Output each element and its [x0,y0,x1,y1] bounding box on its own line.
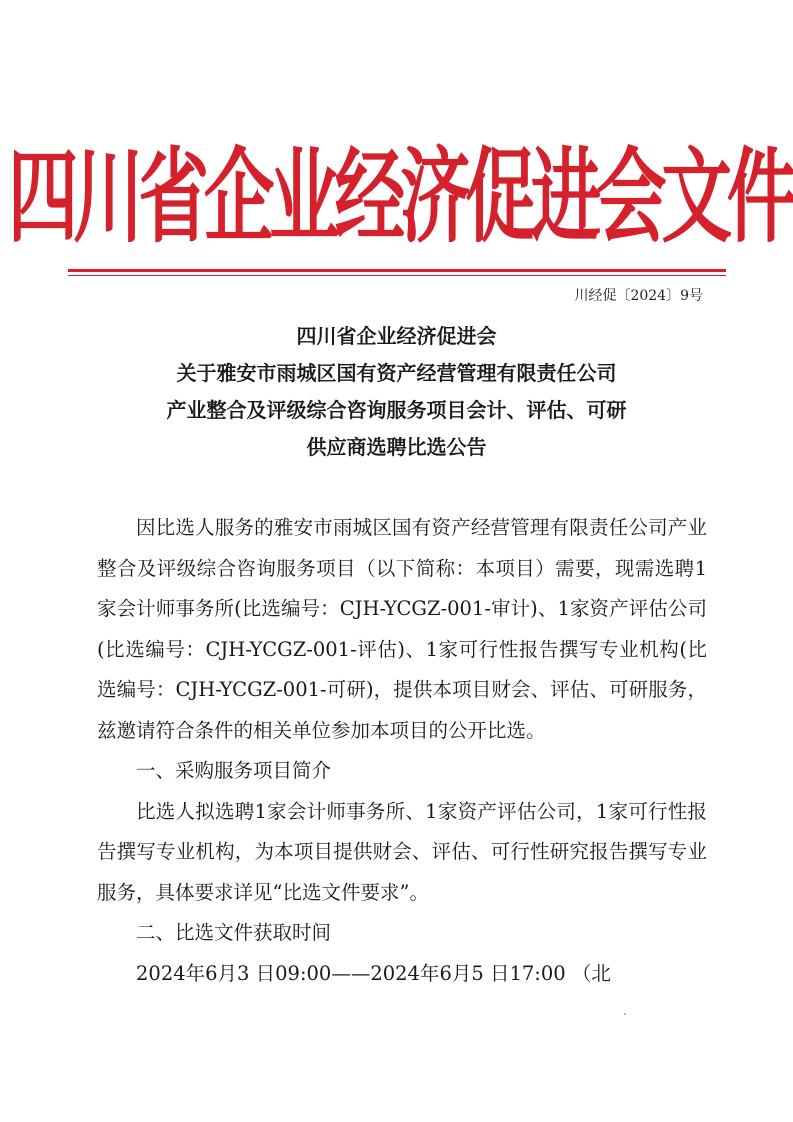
section-heading: 二、比选文件获取时间 [136,921,332,944]
org-masthead: 四川省企业经济促进会文件 [7,137,793,257]
header-red-rule [68,269,726,272]
title-line: 产业整合及评级综合咨询服务项目会计、评估、可研 [166,398,627,422]
document-body [97,508,707,994]
section-paragraph: 2024年6月3 日09:00——2024年6月5 日17:00 （北 [136,961,611,985]
document-number: 川经促〔2024〕9号 [574,288,703,304]
title-line: 四川省企业经济促进会 [296,324,497,348]
intro-paragraph: 因比选人服务的雅安市雨城区国有资产经营管理有限责任公司产业整合及评级综合咨询服务项目（以下简称：本项目）需要，现需选聘1家会计师事务所(比选编号：CJH-YCGZ-001-审计)、1家资产评估公司(比选编号：CJH-YCGZ-001-评估)、1家可行性报告撰写专业机构(比选编号：CJH-YCGZ-001-可研)，提供本项目财会、评估、可研服务，兹邀请符合条件的相关单位参加本项目的公开比选。 [97,516,707,742]
title-line: 供应商选聘比选公告 [306,435,487,459]
section-heading: 一、采购服务项目简介 [136,759,332,782]
announcement-title [60,318,733,466]
header-red-rule-thin [68,275,726,276]
title-line: 关于雅安市雨城区国有资产经营管理有限责任公司 [176,361,617,385]
scan-speck [624,1013,626,1015]
section-paragraph: 比选人拟选聘1家会计师事务所、1家资产评估公司，1家可行性报告撰写专业机构，为本项目提供财会、评估、可行性研究报告撰写专业服务，具体要求详见“比选文件要求”。 [97,799,707,904]
